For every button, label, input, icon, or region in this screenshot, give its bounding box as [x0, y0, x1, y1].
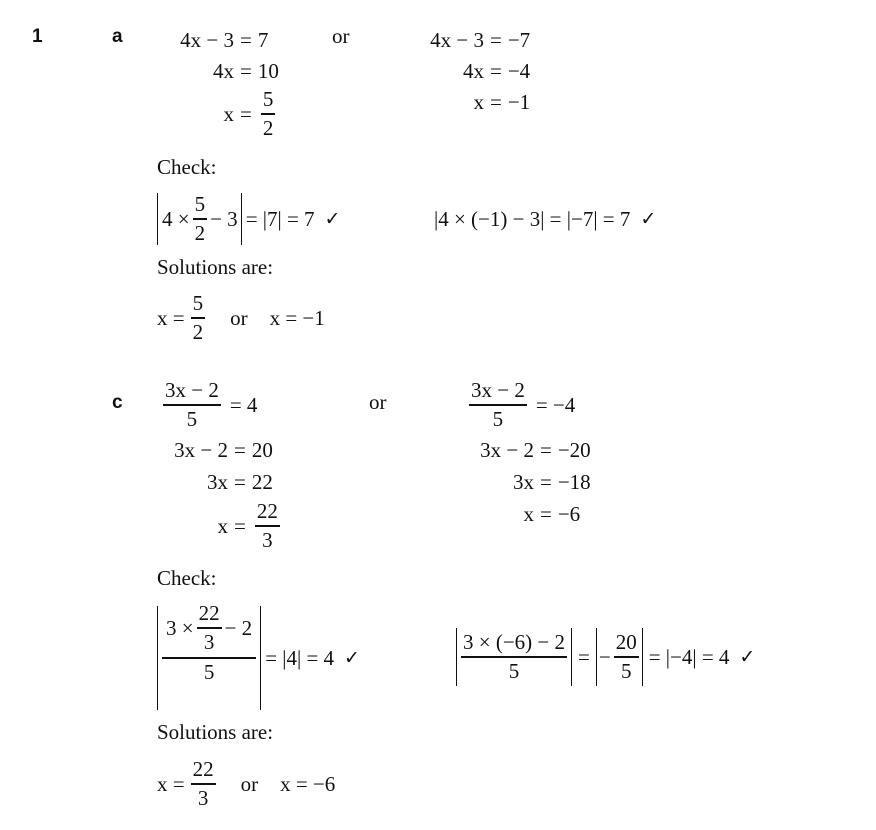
a-left-l2-rhs: 10	[257, 58, 279, 83]
part-c-check-label: Check:	[157, 566, 217, 590]
a-left-l2-lhs: 4x	[213, 58, 234, 83]
check2-neg: −	[598, 644, 611, 669]
denominator: 5	[492, 407, 504, 431]
fraction	[163, 380, 221, 430]
numerator: 5	[261, 89, 276, 115]
check2-result: = |−4| = 4	[648, 644, 730, 669]
a-left-l1-lhs: 4x − 3	[180, 27, 234, 52]
check1-result: = |7| = 7	[245, 206, 315, 231]
solution1-lhs: x =	[157, 771, 185, 796]
numerator: 5	[193, 194, 208, 220]
fraction	[191, 293, 206, 343]
inner-denominator: 3	[203, 630, 215, 654]
inner-fraction	[197, 603, 222, 653]
denominator: 5	[508, 659, 520, 683]
c-right-l1	[466, 378, 575, 432]
numerator: 22	[255, 501, 280, 527]
c-right-l4: x = −6	[466, 500, 580, 528]
checkmark-icon: ✓	[739, 646, 756, 668]
check1-post: − 2	[224, 615, 253, 640]
fraction	[261, 89, 276, 139]
solution1-lhs: x =	[157, 305, 185, 330]
c-right-l4-rhs: −6	[557, 501, 581, 526]
check2-equals: =	[578, 644, 590, 669]
abs-bar-right	[571, 628, 572, 686]
question-number: 1	[32, 26, 43, 47]
part-a-solutions-label: Solutions are:	[157, 255, 274, 279]
compound-fraction	[162, 603, 256, 713]
numerator: 3 × (−6) − 2	[461, 632, 567, 658]
numerator	[162, 603, 256, 659]
numerator: 3x − 2	[469, 380, 527, 406]
part-a-solutions	[157, 292, 325, 344]
part-a-label: a	[112, 26, 123, 47]
c-left-l3: 3x = 22	[160, 468, 273, 496]
c-right-l1-rhs: = −4	[535, 392, 576, 417]
part-c-check-1	[157, 601, 360, 712]
c-right-l2-lhs: 3x − 2	[480, 437, 534, 462]
c-right-l2: 3x − 2 = −20	[466, 436, 591, 464]
c-left-l2-rhs: 20	[251, 437, 273, 462]
fraction	[255, 501, 280, 551]
abs-bar-right	[260, 606, 261, 710]
solution2: x = −1	[269, 305, 325, 330]
fraction	[614, 632, 639, 682]
solution-or: or	[230, 305, 248, 330]
part-c-check-2	[456, 626, 755, 688]
abs-bar-right	[642, 628, 643, 686]
denominator: 2	[192, 320, 204, 344]
a-right-l2-rhs: −4	[507, 58, 531, 83]
numerator: 3x − 2	[163, 380, 221, 406]
part-a-check-2	[434, 192, 656, 246]
checkmark-icon: ✓	[324, 208, 341, 230]
denominator: 5	[620, 659, 632, 683]
part-a-left-working: 4x − 3 = 7	[150, 24, 310, 56]
a-right-l1-lhs: 4x − 3	[430, 27, 484, 52]
part-c-or: or	[369, 390, 387, 414]
a-left-l2: 4x = 10	[150, 57, 279, 85]
c-left-l1-rhs: = 4	[229, 392, 258, 417]
abs-bar-right	[241, 193, 242, 245]
fraction	[469, 380, 527, 430]
denominator: 2	[262, 116, 274, 140]
abs-bar-left	[157, 606, 158, 710]
check1-post: − 3	[210, 206, 238, 231]
check1-pre: 3 ×	[166, 615, 194, 640]
solution2: x = −6	[280, 771, 336, 796]
a-left-l3-lhs: x	[223, 101, 234, 126]
c-left-l3-lhs: 3x	[207, 469, 228, 494]
check1-pre: 4 ×	[162, 206, 190, 231]
abs-bar-left	[157, 193, 158, 245]
c-left-l4-lhs: x	[217, 513, 228, 538]
check2-text: |4 × (−1) − 3| = |−7| = 7	[434, 206, 631, 231]
a-left-l3: x = $\frac{5}{2}$	[150, 88, 278, 140]
denominator: 5	[186, 407, 198, 431]
c-left-l1	[160, 378, 257, 432]
fraction	[193, 194, 208, 244]
c-right-l3: 3x = −18	[466, 468, 591, 496]
c-left-l4: x = $\frac{22}{3}$	[160, 500, 283, 552]
check1-result: = |4| = 4	[265, 645, 335, 670]
denominator: 5	[203, 660, 215, 684]
c-right-l3-lhs: 3x	[513, 469, 534, 494]
c-left-l2-lhs: 3x − 2	[174, 437, 228, 462]
denominator: 2	[194, 221, 206, 245]
denominator: 3	[262, 528, 273, 552]
a-left-l1-rhs: 7	[257, 27, 269, 52]
c-right-l3-rhs: −18	[557, 469, 591, 494]
part-c-label: c	[112, 392, 123, 413]
a-right-l2-lhs: 4x	[463, 58, 484, 83]
abs-bar-left	[456, 628, 457, 686]
part-c-solutions	[157, 758, 335, 810]
inner-numerator: 22	[197, 603, 222, 629]
part-a-check-label: Check:	[157, 155, 217, 179]
part-a-check-1	[157, 192, 340, 246]
checkmark-icon: ✓	[640, 208, 657, 230]
checkmark-icon: ✓	[344, 647, 360, 669]
a-right-l1: 4x − 3 = −7	[400, 24, 530, 56]
fraction	[191, 759, 216, 809]
part-c-solutions-label: Solutions are:	[157, 720, 274, 744]
c-left-l3-rhs: 22	[251, 469, 273, 494]
numerator: 20	[614, 632, 639, 658]
c-right-l4-lhs: x	[523, 501, 534, 526]
fraction	[461, 632, 567, 682]
a-right-l3: x = −1	[400, 88, 530, 116]
c-left-l2: 3x − 2 = 20	[160, 436, 273, 464]
a-right-l1-rhs: −7	[507, 27, 531, 52]
a-right-l2: 4x = −4	[400, 57, 530, 85]
denominator: 3	[197, 786, 209, 810]
a-right-l3-rhs: −1	[507, 89, 531, 114]
part-a-or: or	[332, 24, 350, 48]
c-right-l2-rhs: −20	[557, 437, 591, 462]
a-right-l3-lhs: x	[473, 89, 484, 114]
solution-or: or	[240, 771, 259, 796]
numerator: 5	[191, 293, 206, 319]
abs-bar-left	[596, 628, 597, 686]
numerator: 22	[191, 759, 216, 785]
